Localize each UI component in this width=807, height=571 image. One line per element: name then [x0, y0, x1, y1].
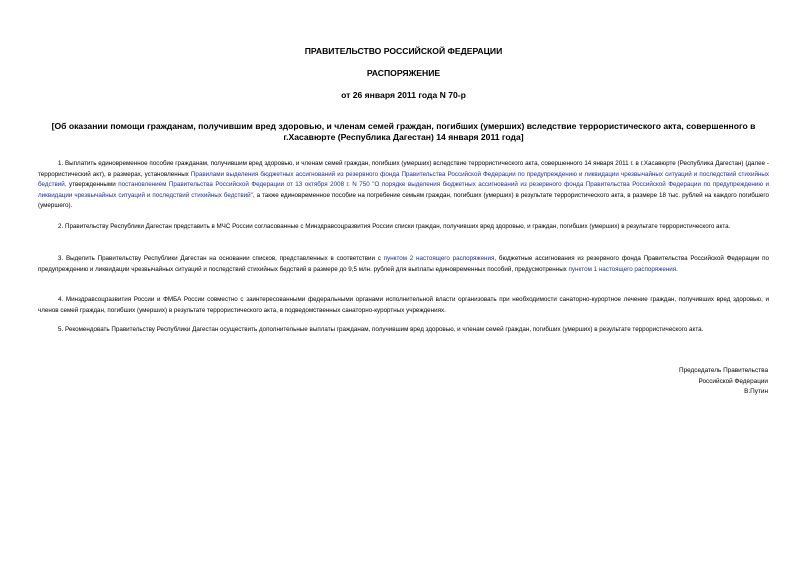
- paragraph-3-text-a: 3. Выделить Правительству Республики Дагестан на основании списков, представленных в соответствии с: [58, 255, 384, 262]
- rules-link[interactable]: Правилами выделения бюджетных ассигнований из резервного фонда Правительства Российской Федерации по предупреждению и ликвидации чрезвычайных ситуаций и последствий стихийных бедствий,: [38, 170, 770, 189]
- paragraph-1-text-a: 1. Выплатить единовременное пособие гражданам, получившим вред здоровью, и членам семей граждан, погибших (умерших) вследствие террористического акта, совершенного 14 января 2011 г. в г.Хасавюрте (Республика Дагестан) (далее - террористический акт), в размерах, установленных: [38, 160, 769, 178]
- signature-block: [568, 366, 768, 398]
- signature-position: Председатель Правительства: [679, 367, 768, 374]
- org-name: ПРАВИТЕЛЬСТВО РОССИЙСКОЙ ФЕДЕРАЦИИ: [304, 46, 503, 56]
- signature-name: В.Путин: [744, 388, 768, 396]
- document-title: [Об оказании помощи гражданам, получившим вред здоровью, и членам семей граждан, погибших (умерших) вследствие террористического акта, совершенного в г.Хасавюрте (Республика Дагестан) 14 января 2011 года]: [51, 121, 756, 142]
- item-2-link[interactable]: пунктом 2 настоящего распоряжения: [383, 255, 495, 262]
- paragraph-3: [38, 254, 769, 275]
- paragraph-3-text-b: , бюджетные ассигнования из резервного фонда Правительства Российской Федерации по предупреждению и ликвидации чрезвычайных ситуаций и последствий стихийных бедствий в размере до 9,5 млн. рублей для выплаты единовременных пособий, предусмотренных: [38, 255, 769, 273]
- document-date-number: от 26 января 2011 года N 70-р: [341, 90, 466, 100]
- paragraph-1: [38, 159, 769, 212]
- paragraph-4: 4. Минздравсоцразвития России и ФМБА России совместно с заинтересованными федеральными органами исполнительной власти организовать при необходимости санаторно-курортное лечение граждан, получивших вред здоровью, и членов семей граждан, погибших (умерших) в результате террористического акта, в подведомственных санаторно-курортных учреждениях.: [38, 296, 769, 314]
- paragraph-2: 2. Правительству Республики Дагестан представить в МЧС России согласованные с Минздравсоцразвития России списки граждан, получивших вред здоровью, и граждан, погибших (умерших) в результате террористического акта.: [58, 223, 731, 230]
- resolution-link[interactable]: постановлением Правительства Российской Федерации от 13 октября 2008 г. N 750 "О порядке выделения бюджетных ассигнований из резервного фонда Правительства Российской Федерации по предупреждению и ликвидации чрезвычайных ситуаций и последствий стихийных бедствий": [38, 181, 769, 199]
- paragraph-5: 5. Рекомендовать Правительству Республики Дагестан осуществить дополнительные выплаты гражданам, получившим вред здоровью, и членам семей граждан, погибших (умерших) в результате террористического акта.: [58, 326, 704, 333]
- document-type: РАСПОРЯЖЕНИЕ: [366, 68, 441, 78]
- paragraph-1-text-b: утвержденными: [66, 181, 119, 189]
- item-1-link[interactable]: пунктом 1 настоящего распоряжения: [568, 265, 677, 273]
- signature-organization: Российской Федерации: [698, 377, 768, 385]
- paragraph-3-text-c: .: [676, 265, 678, 273]
- paragraph-1-text-c: , а также единовременное пособие на погребение семьям граждан, погибших (умерших) в результате террористического акта, в размере 18 тыс. рублей на каждого погибшего (умершего).: [38, 191, 769, 210]
